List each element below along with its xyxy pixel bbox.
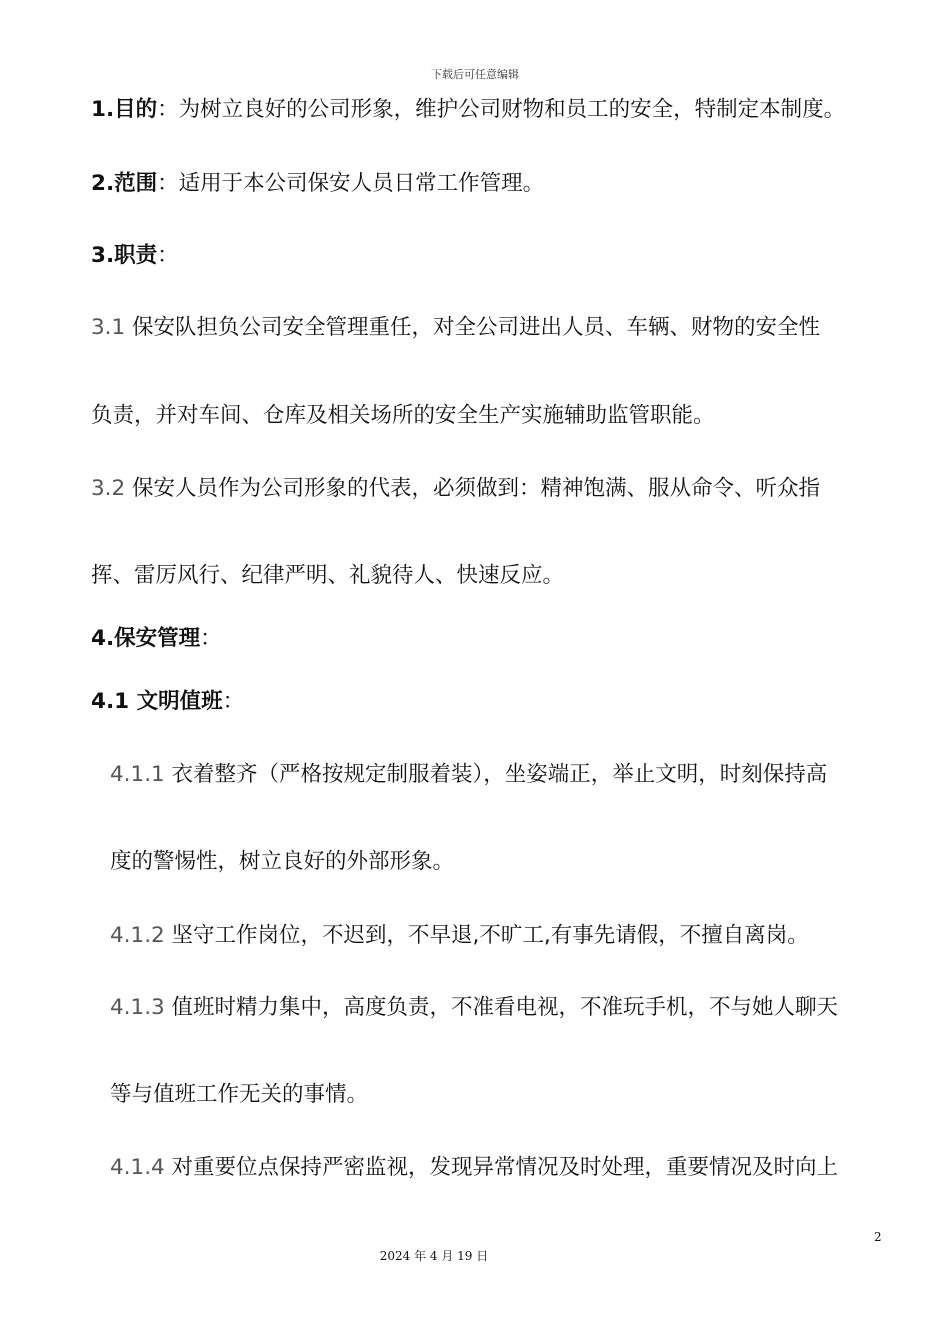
clause-4-1-3 xyxy=(110,993,910,1023)
page-number: 2 xyxy=(874,1230,882,1244)
clause-number: 3.2 xyxy=(91,476,126,501)
section-text: ： xyxy=(222,689,245,714)
clause-text: 对重要位点保持严密监视，发现异常情况及时处理，重要情况及时向上 xyxy=(164,1155,839,1180)
clause-text: 坚守工作岗位，不迟到，不早退,不旷工,有事先请假，不擅自离岗。 xyxy=(164,923,809,948)
section-scope xyxy=(91,169,891,199)
footer-date: 2024 年 4 月 19 日 xyxy=(379,1249,489,1263)
clause-4-1-3-cont xyxy=(110,1080,910,1110)
clause-text: 挥、雷厉风行、纪律严明、礼貌待人、快速反应。 xyxy=(91,563,565,588)
section-heading: 4.1 文明值班 xyxy=(91,689,223,714)
clause-4-1-1 xyxy=(110,760,910,790)
section-heading: 1.目的 xyxy=(91,97,158,122)
clause-number: 3.1 xyxy=(91,315,126,340)
clause-text: 负责，并对车间、仓库及相关场所的安全生产实施辅助监管职能。 xyxy=(91,403,715,428)
clause-4-1-2 xyxy=(110,921,910,951)
clause-text: 度的警惕性，树立良好的外部形象。 xyxy=(110,849,455,874)
clause-4-1-1-cont xyxy=(110,847,910,877)
clause-3-2 xyxy=(91,474,891,504)
clause-number: 4.1.2 xyxy=(110,923,165,948)
clause-3-2-cont xyxy=(91,561,891,591)
clause-number: 4.1.1 xyxy=(110,762,165,787)
section-heading: 4.保安管理 xyxy=(91,626,201,651)
section-text: ： xyxy=(157,243,179,268)
section-text: ： xyxy=(200,626,222,651)
section-security-management xyxy=(91,624,891,654)
section-text: ：为树立良好的公司形象，维护公司财物和员工的安全，特制定本制度。 xyxy=(157,97,846,122)
clause-text: 保安人员作为公司形象的代表，必须做到：精神饱满、服从命令、听众指 xyxy=(125,476,821,501)
clause-text: 保安队担负公司安全管理重任，对全公司进出人员、车辆、财物的安全性 xyxy=(125,315,821,340)
section-4-1 xyxy=(91,687,891,717)
clause-4-1-4 xyxy=(110,1153,910,1183)
clause-3-1 xyxy=(91,313,891,343)
section-heading: 2.范围 xyxy=(91,171,158,196)
clause-number: 4.1.3 xyxy=(110,995,165,1020)
section-duties xyxy=(91,241,891,271)
clause-text: 衣着整齐（严格按规定制服着装），坐姿端正，举止文明，时刻保持高 xyxy=(164,762,828,787)
clause-text: 等与值班工作无关的事情。 xyxy=(110,1082,369,1107)
section-heading: 3.职责 xyxy=(91,243,158,268)
section-purpose xyxy=(91,95,891,125)
clause-number: 4.1.4 xyxy=(110,1155,165,1180)
section-text: ：适用于本公司保安人员日常工作管理。 xyxy=(157,171,545,196)
clause-text: 值班时精力集中，高度负责，不准看电视，不准玩手机，不与她人聊天 xyxy=(164,995,839,1020)
page-header: 下载后可任意编辑 xyxy=(431,68,519,81)
clause-3-1-cont xyxy=(91,401,891,431)
